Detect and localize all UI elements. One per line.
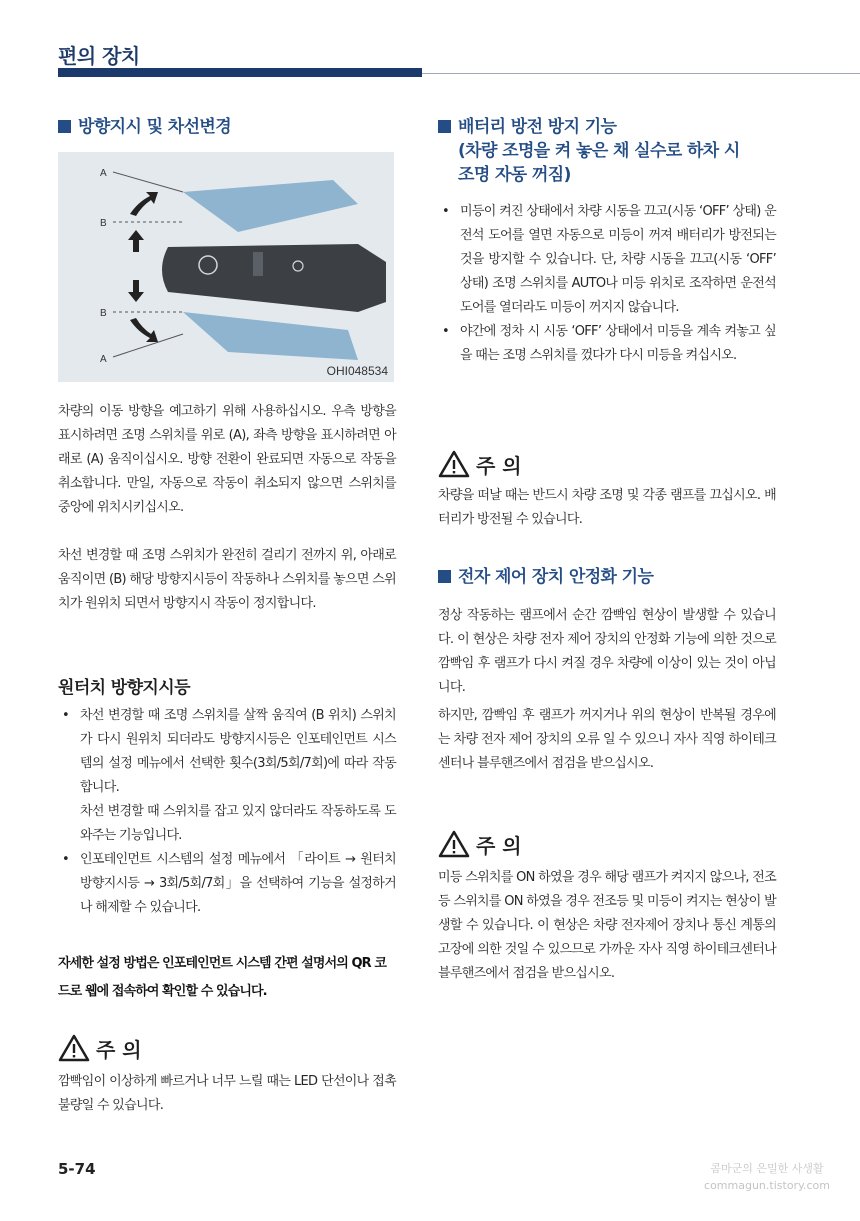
figure-label-b-upper: B — [100, 218, 107, 229]
caution-text: 미등 스위치를 ON 하였을 경우 해당 램프가 켜지지 않으나, 전조등 스위치를 ON 하였을 경우 전조등 및 미등이 켜지는 현상이 발생할 수 있습니다. 이 현상은 차량 전자제어 장치나 통신 계통의 고장에 의한 것일 수 있으므로 가까운 자사 직영 하이테크센터나 블루핸즈에서 점검을 받으십시오. — [438, 870, 776, 981]
section-title-line3: 조명 자동 꺼짐) — [458, 165, 571, 185]
header-rule-thin — [422, 73, 860, 74]
caution-label: 주 의 — [96, 1037, 142, 1062]
watermark — [704, 1160, 830, 1194]
section-title-line1: 배터리 방전 방지 기능 — [458, 117, 617, 137]
caution-text: 차량을 떠날 때는 반드시 차량 조명 및 각종 램프를 끄십시오. 배터리가 방전될 수 있습니다. — [438, 488, 776, 527]
header-rule-thick — [58, 68, 422, 77]
bullet-text-continued: 차선 변경할 때 스위치를 잡고 있지 않더라도 작동하도록 도와주는 기능입니다. — [80, 804, 396, 843]
settings-bold-note: 자세한 설정 방법은 인포테인먼트 시스템 간편 설명서의 QR 코드로 웹에 접속하여 확인할 수 있습니다. — [58, 956, 387, 999]
one-touch-bullet-list — [58, 704, 396, 920]
figure-code: OHI048534 — [326, 364, 388, 378]
arrow-curve-down-icon — [130, 318, 158, 342]
guide-line-a-lower — [113, 334, 183, 357]
guide-line-a-upper — [113, 172, 183, 192]
stalk-main — [162, 244, 386, 312]
figure-label-b-lower: B — [100, 308, 107, 319]
figure-label-a-upper: A — [100, 168, 107, 179]
turn-signal-stalk-illustration — [58, 152, 394, 382]
caution-triangle-icon — [438, 450, 470, 478]
esc-paragraph-2: 하지만, 깜빡임 후 램프가 꺼지거나 위의 현상이 반복될 경우에는 차량 전자 제어 장치의 오류 일 수 있으니 자사 직영 하이테크센터나 블루핸즈에서 점검을 받으십시오. — [438, 708, 776, 771]
section-title-esc — [438, 565, 776, 589]
arrow-down-icon — [128, 280, 144, 302]
caution-heading — [438, 828, 522, 860]
caution-heading — [58, 1032, 142, 1064]
bullet-text: 인포테인먼트 시스템의 설정 메뉴에서 「라이트 → 원터치 방향지시등 → 3회/5회/7회」을 선택하여 기능을 설정하거나 해제할 수 있습니다. — [80, 852, 396, 915]
list-item: • 차선 변경할 때 조명 스위치를 살짝 움직여 (B 위치) 스위치가 다시 원위치 되더라도 방향지시등은 인포테인먼트 시스템의 설정 메뉴에서 선택한 횟수(3회/5회/7회)에 따라 작동합니다. 차선 변경할 때 스위치를 잡고 있지 않더라도 작동하도록 도와주는 기능입니다. — [58, 704, 396, 848]
bullet-text: 차선 변경할 때 조명 스위치를 살짝 움직여 (B 위치) 스위치가 다시 원위치 되더라도 방향지시등은 인포테인먼트 시스템의 설정 메뉴에서 선택한 횟수(3회/5회/7회)에 따라 작동합니다. — [80, 708, 396, 795]
caution-triangle-icon — [58, 1034, 90, 1062]
stalk-upper-ghost — [183, 180, 358, 232]
stalk-ring — [253, 252, 263, 276]
arrow-curve-up-icon — [130, 192, 158, 216]
page-header-title: 편의 장치 — [58, 44, 140, 68]
turn-signal-figure — [58, 152, 394, 382]
watermark-line-1: 콤마군의 은밀한 사생활 — [710, 1162, 824, 1175]
figure-label-a-lower: A — [100, 354, 107, 365]
section-title-text: 전자 제어 장치 안정화 기능 — [458, 567, 654, 587]
esc-paragraph-1: 정상 작동하는 램프에서 순간 깜빡임 현상이 발생할 수 있습니다. 이 현상은 차량 전자 제어 장치의 안정화 기능에 의한 것으로 깜빡임 후 램프가 다시 켜질 경우 차량에 이상이 있는 것이 아닙니다. — [438, 608, 776, 695]
arrow-up-icon — [128, 230, 144, 252]
intro-paragraph: 차량의 이동 방향을 예고하기 위해 사용하십시오. 우측 방향을 표시하려면 조명 스위치를 위로 (A), 좌측 방향을 표시하려면 아래로 (A) 움직이십시오. 방향 전환이 완료되면 자동으로 작동을 취소합니다. 만일, 자동으로 작동이 취소되지 않으면 스위치를 중앙에 위치시키십시오. — [58, 404, 396, 515]
section-square-marker — [58, 120, 71, 133]
subsection-title-one-touch: 원터치 방향지시등 — [58, 678, 190, 698]
caution-label: 주 의 — [476, 453, 522, 478]
caution-label: 주 의 — [476, 833, 522, 858]
section-square-marker — [438, 570, 451, 583]
caution-text: 깜빡임이 이상하게 빠르거나 너무 느릴 때는 LED 단선이나 접촉 불량일 수 있습니다. — [58, 1074, 396, 1113]
bullet-text: 야간에 정차 시 시동 ‘OFF’ 상태에서 미등을 계속 켜놓고 싶을 때는 조명 스위치를 껐다가 다시 미등을 켜십시오. — [460, 324, 776, 363]
list-item: • 인포테인먼트 시스템의 설정 메뉴에서 「라이트 → 원터치 방향지시등 → 3회/5회/7회」을 선택하여 기능을 설정하거나 해제할 수 있습니다. — [58, 848, 396, 920]
caution-triangle-icon — [438, 830, 470, 858]
section-title-turn-signal — [58, 115, 396, 139]
section-title-battery — [438, 115, 776, 187]
battery-bullet-list — [438, 200, 776, 368]
watermark-line-2: commagun.tistory.com — [704, 1179, 830, 1192]
caution-heading — [438, 448, 522, 480]
lane-change-paragraph: 차선 변경할 때 조명 스위치가 완전히 걸리기 전까지 위, 아래로 움직이면 (B) 해당 방향지시등이 작동하나 스위치를 놓으면 스위치가 원위치 되면서 방향지시 작동이 정지합니다. — [58, 548, 396, 611]
list-item: • 야간에 정차 시 시동 ‘OFF’ 상태에서 미등을 계속 켜놓고 싶을 때는 조명 스위치를 껐다가 다시 미등을 켜십시오. — [438, 320, 776, 368]
section-title-text: 방향지시 및 차선변경 — [78, 117, 232, 137]
stalk-lower-ghost — [183, 312, 358, 360]
section-square-marker — [438, 120, 451, 133]
page-number: 5-74 — [58, 1160, 96, 1178]
list-item: • 미등이 켜진 상태에서 차량 시동을 끄고(시동 ‘OFF’ 상태) 운전석 도어를 열면 자동으로 미등이 꺼져 배터리가 방전되는 것을 방지할 수 있습니다. 단, 차량 시동을 끄고(시동 ‘OFF’ 상태) 조명 스위치를 AUTO나 미등 위치로 조작하면 운전석 도어를 열더라도 미등이 꺼지지 않습니다. — [438, 200, 776, 320]
section-title-line2: (차량 조명을 켜 놓은 채 실수로 하차 시 — [458, 141, 740, 161]
bullet-text: 미등이 켜진 상태에서 차량 시동을 끄고(시동 ‘OFF’ 상태) 운전석 도어를 열면 자동으로 미등이 꺼져 배터리가 방전되는 것을 방지할 수 있습니다. 단, 차량 시동을 끄고(시동 ‘OFF’ 상태) 조명 스위치를 AUTO나 미등 위치로 조작하면 운전석 도어를 열더라도 미등이 꺼지지 않습니다. — [460, 204, 776, 315]
